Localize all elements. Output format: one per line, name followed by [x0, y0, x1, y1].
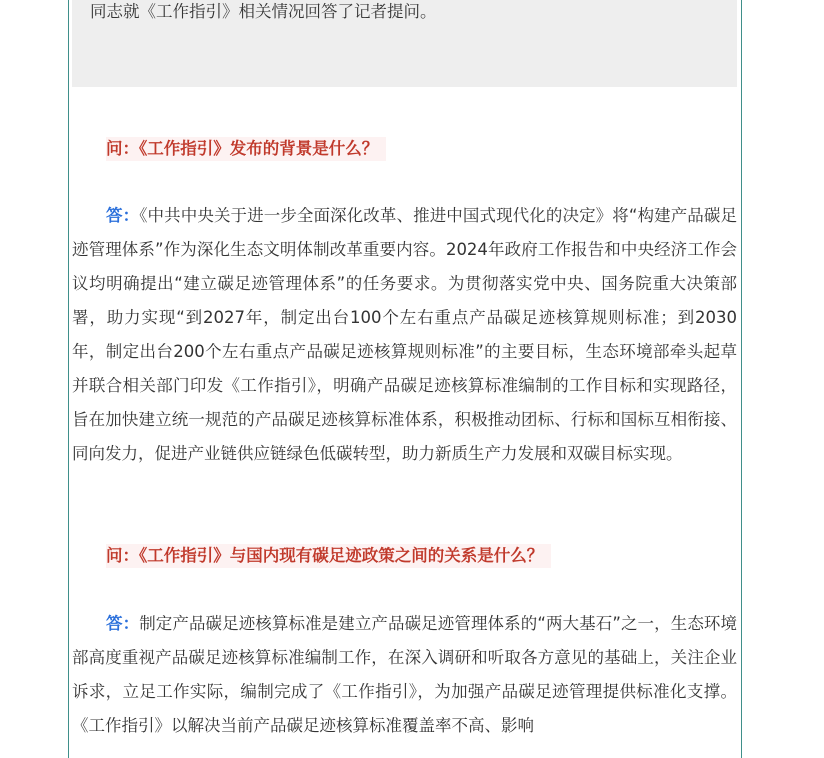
- intro-text: 同志就《工作指引》相关情况回答了记者提问。: [90, 2, 437, 21]
- answer-text: 制定产品碳足迹核算标准是建立产品碳足迹管理体系的“两大基石”之一，生态环境部高度重视产品碳足迹核算标准编制工作，在深入调研和听取各方意见的基础上，关注企业诉求，立足工作实际，编制完成了《工作指引》，为加强产品碳足迹管理提供标准化支撑。《工作指引》以解决当前产品碳足迹核算标准覆盖率不高、影响: [72, 614, 737, 735]
- answer-paragraph-2: [72, 607, 737, 743]
- question-heading-1: 问：《工作指引》发布的背景是什么？: [106, 137, 386, 161]
- answer-label: 答：: [106, 206, 140, 225]
- answer-paragraph-1: [72, 199, 737, 471]
- answer-text: 《中共中央关于进一步全面深化改革、推进中国式现代化的决定》将“构建产品碳足迹管理体系”作为深化生态文明体制改革重要内容。2024年政府工作报告和中央经济工作会议均明确提出“建立碳足迹管理体系”的任务要求。为贯彻落实党中央、国务院重大决策部署，助力实现“到2027年，制定出台100个左右重点产品碳足迹核算规则标准；到2030年，制定出台200个左右重点产品碳足迹核算规则标准”的主要目标，生态环境部牵头起草并联合相关部门印发《工作指引》，明确产品碳足迹核算标准编制的工作目标和实现路径，旨在加快建立统一规范的产品碳足迹核算标准体系，积极推动团标、行标和国标互相衔接、同向发力，促进产业链供应链绿色低碳转型，助力新质生产力发展和双碳目标实现。: [72, 206, 737, 463]
- question-heading-2: 问：《工作指引》与国内现有碳足迹政策之间的关系是什么？: [106, 544, 551, 568]
- answer-label: 答：: [106, 614, 140, 633]
